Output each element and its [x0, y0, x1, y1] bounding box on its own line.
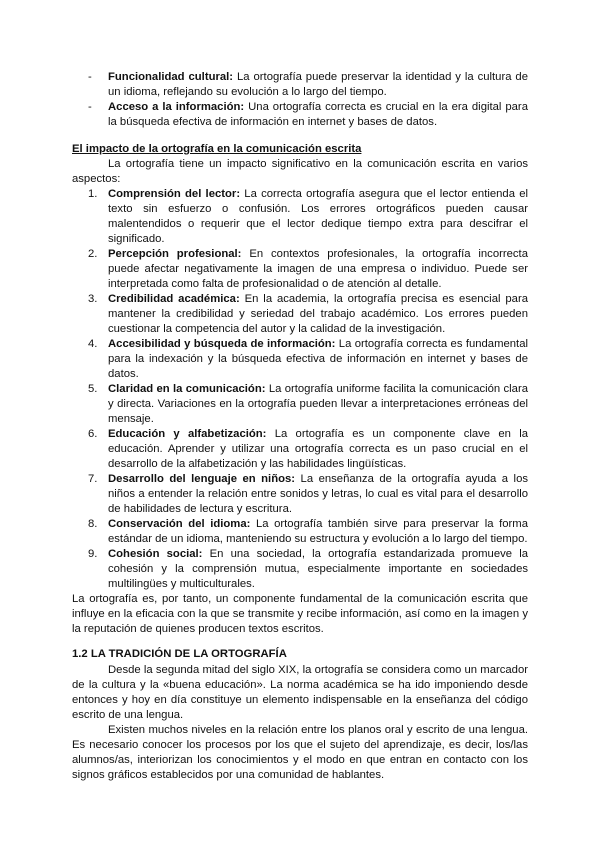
list-item [72, 247, 528, 292]
section-intro: La ortografía tiene un impacto significativo en la comunicación escrita en varios aspectos: [72, 158, 528, 185]
item-text: En una sociedad, la ortografía estandarizada promueve la cohesión y la comprensión mutua, especialmente importante en sociedades multilingües y multiculturales. [108, 548, 528, 590]
item-text: La correcta ortografía asegura que el lector entienda el texto sin esfuerzo o confusión. Los errores ortográficos pueden causar malentendidos o requerir que el lector dedique tiempo extra para descifrar el significado. [108, 188, 528, 245]
list-item [72, 337, 528, 382]
item-number: 9. [88, 548, 98, 560]
item-text: La ortografía también sirve para preservar la forma estándar de un idioma, manteniendo su estructura y evolución a lo largo del tiempo. [108, 518, 528, 545]
item-term: Accesibilidad y búsqueda de información: [108, 338, 336, 350]
bullet-list [72, 70, 528, 130]
item-number: 6. [88, 428, 98, 440]
body-paragraph: Desde la segunda mitad del siglo XIX, la ortografía se considera como un marcador de la cultura y la «buena educación». La norma académica se ha ido imponiendo desde entonces y hoy en día constituye un elemento indispensable en la enseñanza del código escrito de una lengua. [72, 664, 528, 721]
conclusion-paragraph: La ortografía es, por tanto, un componente fundamental de la comunicación escrita que influye en la eficacia con la que se transmite y recibe información, así como en la imagen y la reputación de quienes producen textos escritos. [72, 593, 528, 635]
item-text: La ortografía uniforme facilita la comunicación clara y directa. Variaciones en la ortografía pueden llevar a interpretaciones erróneas del mensaje. [108, 383, 529, 425]
item-term: Desarrollo del lenguaje en niños: [108, 473, 296, 485]
item-text: La enseñanza de la ortografía ayuda a los niños a entender la relación entre sonidos y letras, lo cual es vital para el desarrollo de habilidades de lectura y escritura. [108, 473, 528, 515]
item-term: Educación y alfabetización: [108, 428, 267, 440]
section-heading: 1.2 LA TRADICIÓN DE LA ORTOGRAFÍA [72, 648, 287, 660]
item-number: 7. [88, 473, 98, 485]
list-item [72, 292, 528, 337]
list-item [72, 382, 528, 427]
list-item [72, 547, 528, 592]
item-number: 1. [88, 188, 98, 200]
list-item [72, 427, 528, 472]
item-number: 3. [88, 293, 98, 305]
list-item [72, 100, 528, 130]
bullet-text: La ortografía puede preservar la identidad y la cultura de un idioma, reflejando su evolución a lo largo del tiempo. [108, 71, 528, 98]
body-paragraph: Existen muchos niveles en la relación entre los planos oral y escrito de una lengua. Es necesario conocer los procesos por los que el sujeto del aprendizaje, es decir, los/las alumnos/as, interiorizan los conocimientos y el modo en que entran en contacto con los signos gráficos establecidos por una comunidad de hablantes. [72, 724, 528, 781]
bullet-term: Funcionalidad cultural: [108, 71, 234, 83]
item-text: En contextos profesionales, la ortografía incorrecta puede afectar negativamente la imagen de una empresa o individuo. Puede ser interpretada como falta de profesionalidad o de atención al detalle. [108, 248, 528, 290]
page-content [72, 70, 528, 783]
item-term: Cohesión social: [108, 548, 203, 560]
item-number: 8. [88, 518, 98, 530]
item-term: Comprensión del lector: [108, 188, 241, 200]
item-text: La ortografía correcta es fundamental para la indexación y la búsqueda efectiva de información en internet y bases de datos. [108, 338, 528, 380]
section-title: El impacto de la ortografía en la comunicación escrita [72, 143, 362, 155]
item-term: Claridad en la comunicación: [108, 383, 266, 395]
numbered-list [72, 187, 528, 592]
list-item [72, 517, 528, 547]
item-text: En la academia, la ortografía precisa es esencial para mantener la credibilidad y seriedad del trabajo académico. Los errores pueden cuestionar la competencia del autor y la calidad de la investigación. [108, 293, 528, 335]
item-term: Credibilidad académica: [108, 293, 240, 305]
item-number: 2. [88, 248, 98, 260]
bullet-term: Acceso a la información: [108, 101, 245, 113]
list-item [72, 70, 528, 100]
list-item [72, 472, 528, 517]
item-number: 4. [88, 338, 98, 350]
item-number: 5. [88, 383, 98, 395]
list-item [72, 187, 528, 247]
item-term: Percepción profesional: [108, 248, 242, 260]
bullet-text: Una ortografía correcta es crucial en la era digital para la búsqueda efectiva de información en internet y bases de datos. [108, 101, 528, 128]
item-text: La ortografía es un componente clave en la educación. Aprender y utilizar una ortografía correcta es un paso crucial en el desarrollo de la alfabetización y las habilidades lingüísticas. [108, 428, 528, 470]
item-term: Conservación del idioma: [108, 518, 251, 530]
